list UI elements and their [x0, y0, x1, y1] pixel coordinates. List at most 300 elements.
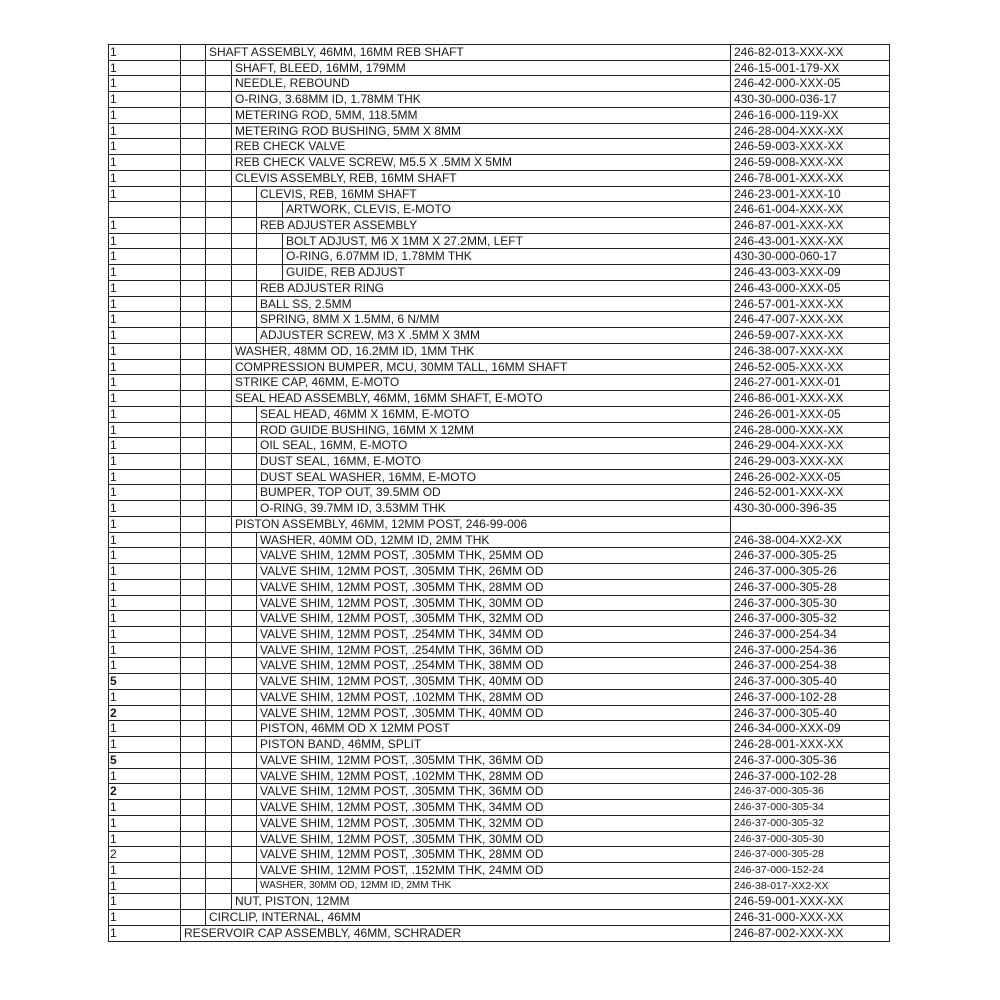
bom-row — [108, 657, 890, 673]
bom-row — [108, 846, 890, 862]
bom-row — [108, 579, 890, 595]
indent-line — [180, 563, 181, 579]
bom-row — [108, 673, 890, 689]
indent-line — [180, 248, 181, 264]
indent-line — [180, 736, 181, 752]
indent-line — [256, 327, 257, 343]
indent-line — [180, 233, 181, 248]
indent-line — [205, 186, 206, 201]
indent-line — [180, 815, 181, 831]
indent-line — [180, 752, 181, 768]
indent-line — [180, 107, 181, 123]
qty-cell: 1 — [110, 344, 117, 358]
indent-line — [205, 123, 206, 138]
part-number-cell: 246-37-000-305-40 — [734, 674, 837, 688]
bom-row — [108, 626, 890, 642]
indent-line — [180, 595, 181, 610]
indent-line — [231, 516, 232, 532]
indent-line — [256, 201, 257, 217]
indent-line — [180, 186, 181, 201]
indent-line — [231, 642, 232, 657]
qty-cell: 1 — [110, 61, 117, 75]
description-cell: VALVE SHIM, 12MM POST, .305MM THK, 26MM OD — [260, 564, 544, 578]
description-cell: BUMPER, TOP OUT, 39.5MM OD — [260, 485, 441, 499]
bom-row — [108, 893, 890, 909]
description-cell: REB CHECK VALVE SCREW, M5.5 X .5MM X 5MM — [235, 155, 512, 169]
description-cell: PISTON BAND, 46MM, SPLIT — [260, 737, 422, 751]
bom-row — [108, 469, 890, 485]
description-cell: SEAL HEAD ASSEMBLY, 46MM, 16MM SHAFT, E-MOTO — [235, 391, 543, 405]
description-cell: REB CHECK VALVE — [235, 139, 346, 153]
indent-line — [180, 893, 181, 909]
part-number-cell: 246-37-000-305-26 — [734, 564, 837, 578]
indent-line — [256, 657, 257, 673]
indent-line — [180, 579, 181, 595]
indent-line — [282, 233, 283, 248]
indent-line — [231, 705, 232, 720]
indent-line — [205, 689, 206, 705]
description-cell: OIL SEAL, 16MM, E-MOTO — [260, 438, 408, 452]
bom-row — [108, 44, 890, 60]
description-cell: STRIKE CAP, 46MM, E-MOTO — [235, 375, 400, 389]
part-number-cell: 246-37-000-305-36 — [734, 785, 824, 797]
part-number-cell: 246-42-000-XXX-05 — [734, 76, 841, 90]
indent-line — [180, 264, 181, 280]
part-number-cell: 246-61-004-XXX-XX — [734, 202, 844, 216]
description-cell: VALVE SHIM, 12MM POST, .254MM THK, 38MM OD — [260, 658, 544, 672]
indent-line — [256, 626, 257, 642]
bom-row — [108, 453, 890, 469]
part-number-cell: 246-38-004-XX2-XX — [734, 533, 843, 547]
indent-line — [231, 453, 232, 469]
qty-cell: 1 — [110, 438, 117, 452]
indent-line — [231, 233, 232, 248]
bom-row — [108, 248, 890, 264]
indent-line — [205, 406, 206, 422]
part-number-cell: 246-37-000-102-28 — [734, 769, 837, 783]
indent-line — [180, 437, 181, 453]
bom-row — [108, 689, 890, 705]
indent-line — [205, 327, 206, 343]
table-left-border — [108, 44, 109, 941]
part-number-cell: 246-38-007-XXX-XX — [734, 344, 844, 358]
bom-row — [108, 217, 890, 233]
indent-line — [256, 610, 257, 626]
indent-line — [231, 532, 232, 547]
description-cell: METERING ROD, 5MM, 118.5MM — [235, 108, 418, 122]
indent-line — [205, 91, 206, 107]
description-cell: SHAFT ASSEMBLY, 46MM, 16MM REB SHAFT — [209, 45, 464, 59]
indent-line — [180, 422, 181, 437]
bom-row — [108, 484, 890, 500]
bom-row — [108, 532, 890, 548]
part-number-cell: 246-43-001-XXX-XX — [734, 234, 844, 248]
qty-cell: 1 — [110, 910, 117, 924]
indent-line — [205, 736, 206, 752]
indent-line — [180, 768, 181, 783]
indent-line — [256, 484, 257, 500]
indent-line — [231, 484, 232, 500]
indent-line — [205, 107, 206, 123]
indent-line — [231, 783, 232, 799]
bom-row — [108, 815, 890, 831]
part-number-cell: 246-59-003-XXX-XX — [734, 139, 844, 153]
indent-line — [205, 768, 206, 783]
bom-row — [108, 107, 890, 123]
indent-line — [231, 107, 232, 123]
indent-line — [180, 484, 181, 500]
indent-line — [180, 831, 181, 846]
indent-line — [205, 909, 206, 925]
part-number-cell: 246-28-001-XXX-XX — [734, 737, 844, 751]
indent-line — [180, 878, 181, 893]
part-number-cell: 246-29-003-XXX-XX — [734, 454, 844, 468]
part-number-cell: 246-37-000-305-25 — [734, 548, 837, 562]
indent-line — [205, 311, 206, 327]
indent-line — [231, 296, 232, 311]
indent-line — [231, 595, 232, 610]
indent-line — [231, 579, 232, 595]
part-number-cell: 246-23-001-XXX-10 — [734, 187, 841, 201]
indent-line — [180, 44, 181, 60]
part-number-cell: 246-52-005-XXX-XX — [734, 360, 844, 374]
part-number-cell: 246-37-000-254-34 — [734, 627, 837, 641]
indent-line — [205, 595, 206, 610]
indent-line — [231, 91, 232, 107]
part-number-cell: 246-37-000-305-34 — [734, 801, 824, 813]
bom-row — [108, 595, 890, 611]
indent-line — [231, 327, 232, 343]
description-cell: WASHER, 30MM OD, 12MM ID, 2MM THK — [260, 880, 452, 891]
indent-line — [205, 783, 206, 799]
qty-cell: 1 — [110, 894, 117, 908]
indent-line — [256, 673, 257, 689]
description-cell: COMPRESSION BUMPER, MCU, 30MM TALL, 16MM SHAFT — [235, 360, 568, 374]
indent-line — [231, 752, 232, 768]
bom-row — [108, 752, 890, 768]
qty-cell — [110, 201, 174, 217]
qty-cell: 1 — [110, 92, 117, 106]
qty-cell: 1 — [110, 816, 117, 830]
description-cell: VALVE SHIM, 12MM POST, .305MM THK, 30MM OD — [260, 832, 544, 846]
indent-line — [180, 516, 181, 532]
table-top-border — [108, 44, 890, 45]
description-cell: CIRCLIP, INTERNAL, 46MM — [209, 910, 361, 924]
indent-line — [205, 862, 206, 878]
indent-line — [180, 689, 181, 705]
indent-line — [180, 642, 181, 657]
part-number-cell: 246-43-003-XXX-09 — [734, 265, 841, 279]
indent-line — [231, 815, 232, 831]
indent-line — [231, 422, 232, 437]
part-number-cell: 246-57-001-XXX-XX — [734, 297, 844, 311]
qty-cell: 1 — [110, 485, 117, 499]
indent-line — [205, 154, 206, 170]
indent-line — [205, 264, 206, 280]
indent-line — [205, 720, 206, 736]
indent-line — [180, 91, 181, 107]
indent-line — [256, 296, 257, 311]
part-number-cell: 246-37-000-305-30 — [734, 833, 824, 845]
description-cell: VALVE SHIM, 12MM POST, .102MM THK, 28MM OD — [260, 769, 544, 783]
bom-row — [108, 374, 890, 390]
indent-line — [282, 201, 283, 217]
indent-line — [205, 831, 206, 846]
bom-row — [108, 736, 890, 752]
description-cell: PISTON ASSEMBLY, 46MM, 12MM POST, 246-99-006 — [235, 517, 528, 531]
qty-cell: 5 — [110, 674, 117, 688]
indent-line — [256, 453, 257, 469]
indent-line — [231, 862, 232, 878]
indent-line — [256, 186, 257, 201]
bom-row — [108, 406, 890, 422]
part-number-cell: 246-37-000-305-40 — [734, 706, 837, 720]
description-cell: VALVE SHIM, 12MM POST, .102MM THK, 28MM OD — [260, 690, 544, 704]
description-cell: SPRING, 8MM X 1.5MM, 6 N/MM — [260, 312, 440, 326]
part-number-cell: 246-52-001-XXX-XX — [734, 485, 844, 499]
indent-line — [231, 264, 232, 280]
indent-line — [205, 75, 206, 91]
part-number-cell: 430-30-000-060-17 — [734, 249, 837, 263]
indent-line — [180, 610, 181, 626]
qty-cell: 1 — [110, 375, 117, 389]
bom-row — [108, 359, 890, 375]
description-cell: O-RING, 3.68MM ID, 1.78MM THK — [235, 92, 421, 106]
bom-row — [108, 186, 890, 202]
indent-line — [231, 390, 232, 406]
bom-row — [108, 768, 890, 784]
indent-line — [231, 469, 232, 484]
bom-row — [108, 170, 890, 186]
indent-line — [256, 799, 257, 815]
indent-line — [180, 799, 181, 815]
qty-cell: 1 — [110, 596, 117, 610]
description-cell: VALVE SHIM, 12MM POST, .305MM THK, 25MM OD — [260, 548, 544, 562]
description-cell: RESERVOIR CAP ASSEMBLY, 46MM, SCHRADER — [184, 926, 462, 940]
indent-line — [205, 44, 206, 60]
bom-table — [108, 44, 890, 957]
qty-cell: 1 — [110, 454, 117, 468]
indent-line — [205, 610, 206, 626]
description-cell: VALVE SHIM, 12MM POST, .254MM THK, 34MM OD — [260, 627, 544, 641]
part-number-cell: 246-37-000-305-28 — [734, 848, 824, 860]
qty-cell: 1 — [110, 328, 117, 342]
indent-line — [180, 720, 181, 736]
qty-cell: 1 — [110, 391, 117, 405]
indent-line — [180, 170, 181, 186]
indent-line — [205, 170, 206, 186]
indent-line — [205, 469, 206, 484]
description-cell: NUT, PISTON, 12MM — [235, 894, 350, 908]
qty-cell: 1 — [110, 407, 117, 421]
indent-line — [180, 343, 181, 359]
indent-line — [205, 60, 206, 75]
indent-line — [205, 846, 206, 862]
part-number-cell: 246-37-000-305-30 — [734, 596, 837, 610]
indent-line — [231, 673, 232, 689]
indent-line — [205, 453, 206, 469]
indent-line — [231, 280, 232, 296]
indent-line — [205, 705, 206, 720]
indent-line — [180, 123, 181, 138]
indent-line — [205, 437, 206, 453]
indent-line — [256, 831, 257, 846]
bom-row — [108, 799, 890, 815]
indent-line — [180, 406, 181, 422]
indent-line — [282, 248, 283, 264]
indent-line — [231, 563, 232, 579]
part-number-cell: 430-30-000-036-17 — [734, 92, 837, 106]
indent-line — [231, 893, 232, 909]
description-cell: DUST SEAL, 16MM, E-MOTO — [260, 454, 421, 468]
indent-line — [205, 516, 206, 532]
part-number-cell: 246-37-000-102-28 — [734, 690, 837, 704]
indent-line — [180, 862, 181, 878]
part-number-cell: 246-28-004-XXX-XX — [734, 124, 844, 138]
bom-row — [108, 91, 890, 107]
part-number-cell: 246-37-000-305-28 — [734, 580, 837, 594]
indent-line — [205, 201, 206, 217]
part-number-cell: 246-87-001-XXX-XX — [734, 218, 844, 232]
indent-line — [180, 296, 181, 311]
indent-line — [256, 642, 257, 657]
indent-line — [205, 233, 206, 248]
indent-line — [180, 705, 181, 720]
part-number-cell: 246-37-000-305-32 — [734, 611, 837, 625]
indent-line — [205, 532, 206, 547]
part-number-cell: 246-37-000-152-24 — [734, 864, 824, 876]
indent-line — [205, 673, 206, 689]
indent-line — [231, 406, 232, 422]
description-cell: VALVE SHIM, 12MM POST, .305MM THK, 36MM OD — [260, 784, 544, 798]
qty-cell: 1 — [110, 45, 117, 59]
qty-cell: 1 — [110, 187, 117, 201]
description-cell: ARTWORK, CLEVIS, E-MOTO — [286, 202, 451, 216]
indent-line — [205, 642, 206, 657]
indent-line — [231, 768, 232, 783]
qty-cell: 1 — [110, 360, 117, 374]
indent-line — [231, 657, 232, 673]
part-number-cell: 430-30-000-396-35 — [734, 501, 837, 515]
indent-line — [256, 406, 257, 422]
qty-cell: 5 — [110, 753, 117, 767]
part-column-divider — [730, 44, 731, 941]
bom-row — [108, 783, 890, 799]
part-number-cell — [732, 516, 890, 532]
part-number-cell: 246-86-001-XXX-XX — [734, 391, 844, 405]
indent-line — [231, 75, 232, 91]
qty-cell: 1 — [110, 832, 117, 846]
indent-line — [180, 532, 181, 547]
indent-line — [231, 170, 232, 186]
qty-cell: 1 — [110, 297, 117, 311]
qty-cell: 1 — [110, 769, 117, 783]
qty-cell: 1 — [110, 863, 117, 877]
bom-row — [108, 343, 890, 359]
indent-line — [231, 626, 232, 642]
qty-cell: 1 — [110, 470, 117, 484]
indent-line — [180, 280, 181, 296]
part-number-cell: 246-34-000-XXX-09 — [734, 721, 841, 735]
indent-line — [180, 75, 181, 91]
indent-line — [231, 343, 232, 359]
indent-line — [256, 689, 257, 705]
indent-line — [231, 689, 232, 705]
indent-line — [256, 217, 257, 233]
bom-row — [108, 610, 890, 626]
description-cell: NEEDLE, REBOUND — [235, 76, 350, 90]
indent-line — [180, 626, 181, 642]
indent-line — [205, 422, 206, 437]
qty-cell: 1 — [110, 879, 117, 893]
part-number-cell: 246-43-000-XXX-05 — [734, 281, 841, 295]
indent-line — [256, 469, 257, 484]
description-cell: BALL SS, 2.5MM — [260, 297, 352, 311]
indent-line — [231, 217, 232, 233]
qty-cell: 1 — [110, 564, 117, 578]
indent-line — [205, 390, 206, 406]
part-number-cell: 246-31-000-XXX-XX — [734, 910, 844, 924]
indent-line — [231, 500, 232, 516]
indent-line — [180, 673, 181, 689]
part-number-cell: 246-59-001-XXX-XX — [734, 894, 844, 908]
bom-row — [108, 138, 890, 154]
description-cell: REB ADJUSTER RING — [260, 281, 385, 295]
bom-row — [108, 437, 890, 453]
bom-row — [108, 154, 890, 170]
qty-cell: 1 — [110, 501, 117, 515]
indent-line — [256, 878, 257, 893]
indent-line — [256, 437, 257, 453]
qty-cell: 1 — [110, 926, 117, 940]
indent-line — [205, 878, 206, 893]
indent-line — [205, 248, 206, 264]
description-cell: GUIDE, REB ADJUST — [286, 265, 405, 279]
indent-line — [180, 453, 181, 469]
qty-cell: 1 — [110, 548, 117, 562]
qty-cell: 1 — [110, 139, 117, 153]
indent-line — [205, 579, 206, 595]
indent-line — [205, 657, 206, 673]
bom-row — [108, 563, 890, 579]
indent-line — [205, 138, 206, 154]
qty-cell: 1 — [110, 721, 117, 735]
description-cell: REB ADJUSTER ASSEMBLY — [260, 218, 418, 232]
part-number-cell: 246-37-000-254-38 — [734, 658, 837, 672]
indent-line — [180, 374, 181, 390]
part-number-cell: 246-59-007-XXX-XX — [734, 328, 844, 342]
indent-line — [231, 720, 232, 736]
indent-line — [205, 500, 206, 516]
part-number-cell: 246-78-001-XXX-XX — [734, 171, 844, 185]
qty-cell: 1 — [110, 737, 117, 751]
description-cell: O-RING, 39.7MM ID, 3.53MM THK — [260, 501, 446, 515]
qty-cell: 1 — [110, 800, 117, 814]
indent-line — [256, 783, 257, 799]
indent-line — [205, 547, 206, 563]
indent-line — [231, 359, 232, 374]
part-number-cell: 246-59-008-XXX-XX — [734, 155, 844, 169]
indent-line — [231, 831, 232, 846]
description-cell: ADJUSTER SCREW, M3 X .5MM X 3MM — [260, 328, 481, 342]
indent-line — [231, 311, 232, 327]
indent-line — [231, 123, 232, 138]
qty-cell: 1 — [110, 627, 117, 641]
indent-line — [256, 720, 257, 736]
qty-cell: 1 — [110, 108, 117, 122]
indent-line — [231, 437, 232, 453]
bom-row — [108, 296, 890, 312]
